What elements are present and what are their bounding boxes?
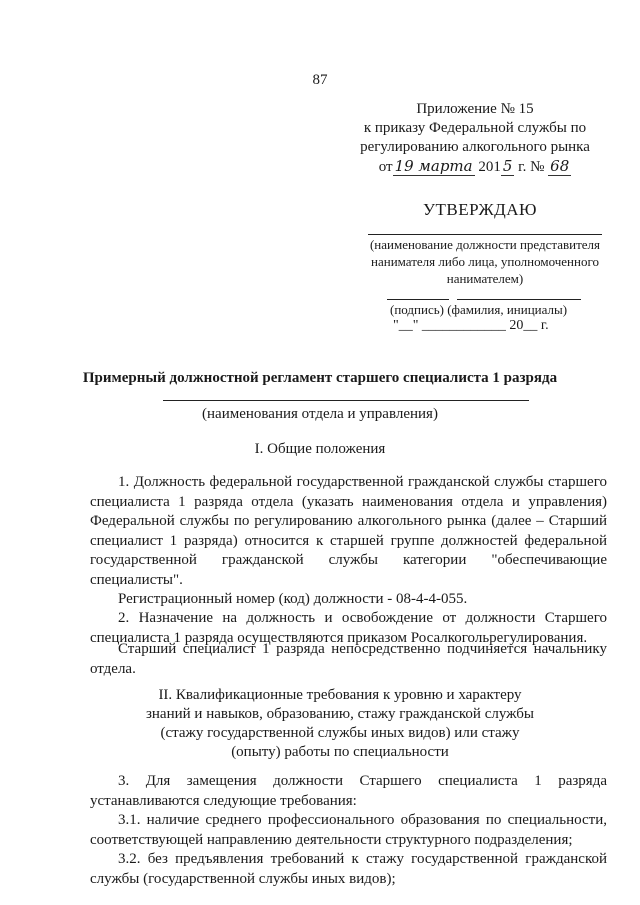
text-line: Федеральной службы по регулированию алкогольного рынка (далее – Старший	[90, 513, 607, 529]
text-line: соответствующей направлению деятельности структурного подразделения;	[90, 831, 573, 848]
position-caption	[355, 236, 615, 287]
year-prefix: 201	[478, 159, 501, 175]
paragraph-1	[90, 473, 607, 590]
paragraph-3	[90, 640, 607, 679]
department-line	[163, 400, 529, 401]
paragraph-requirements	[90, 772, 607, 811]
text-line: отдела.	[90, 660, 136, 677]
text-line: специалист 1 разряда) относится к старшей группе должностей федеральной	[90, 532, 607, 549]
department-caption: (наименования отдела и управления)	[202, 406, 438, 422]
text-line: специалиста 1 разряда отдела (указать наименования отдела и управления)	[90, 493, 607, 510]
text-line: 3. Для замещения должности Старшего специалиста 1 разряда	[118, 773, 607, 789]
handwritten-year: 5	[502, 157, 513, 175]
paragraph-3-1	[90, 811, 607, 850]
approval-title: УТВЕРЖДАЮ	[422, 200, 538, 219]
heading-line: (стажу государственной службы иных видов) или стажу	[160, 725, 520, 741]
position-caption-line: нанимателем)	[446, 271, 524, 286]
text-line: 2. Назначение на должность и освобождение от должности Старшего	[118, 610, 607, 626]
text-line: специалиста 1 разряда осуществляются приказом Росалкогольрегулирования.	[90, 629, 588, 646]
document-title: Примерный должностной регламент старшего специалиста 1 разряда	[82, 370, 558, 386]
date-prefix: от	[378, 159, 393, 175]
appendix-date-line	[330, 157, 620, 177]
text-line: специалисты".	[90, 571, 183, 588]
appendix-agency-line: регулированию алкогольного рынка	[360, 139, 590, 155]
heading-line: II. Квалификационные требования к уровню и характеру	[158, 687, 522, 703]
position-caption-line: (наименование должности представителя	[369, 237, 601, 252]
signature-caption: (подпись) (фамилия, инициалы)	[390, 302, 568, 317]
heading-line: (опыту) работы по специальности	[231, 744, 449, 760]
section-heading-general: I. Общие положения	[254, 441, 386, 457]
page-number: 87	[312, 72, 328, 88]
registration-number: Регистрационный номер (код) должности - 08-4-4-055.	[118, 591, 468, 607]
text-line: 1. Должность федеральной государственной гражданской службы старшего	[118, 474, 607, 490]
year-suffix: г. №	[518, 159, 545, 175]
approval-date-line: "__" ____________ 20__ г.	[393, 318, 549, 333]
text-line: 3.2. без предъявления требований к стажу государственной гражданской	[118, 851, 607, 867]
appendix-block	[330, 100, 620, 177]
text-line: устанавливаются следующие требования:	[90, 792, 357, 809]
text-line: 3.1. наличие среднего профессионального образования по специальности,	[118, 812, 607, 828]
handwritten-date: 19 марта	[394, 157, 473, 175]
text-line: службы (государственной службы иных видов);	[90, 870, 396, 887]
position-caption-line: нанимателя либо лица, уполномоченного	[371, 254, 599, 269]
text-line: государственной гражданской службы категории "обеспечивающие	[90, 552, 607, 568]
heading-line: знаний и навыков, образованию, стажу гражданской службы	[145, 706, 535, 722]
name-line	[457, 299, 581, 300]
section-heading-qualifications	[120, 686, 560, 762]
handwritten-order-number: 68	[550, 157, 570, 175]
position-signature-line	[368, 234, 602, 235]
paragraph-3-2	[90, 850, 607, 889]
appendix-order-line: к приказу Федеральной службы по	[363, 120, 587, 136]
text-line: Старший специалист 1 разряда непосредственно подчиняется начальнику	[118, 641, 607, 657]
signature-line	[387, 299, 449, 300]
appendix-title: Приложение № 15	[416, 101, 534, 117]
